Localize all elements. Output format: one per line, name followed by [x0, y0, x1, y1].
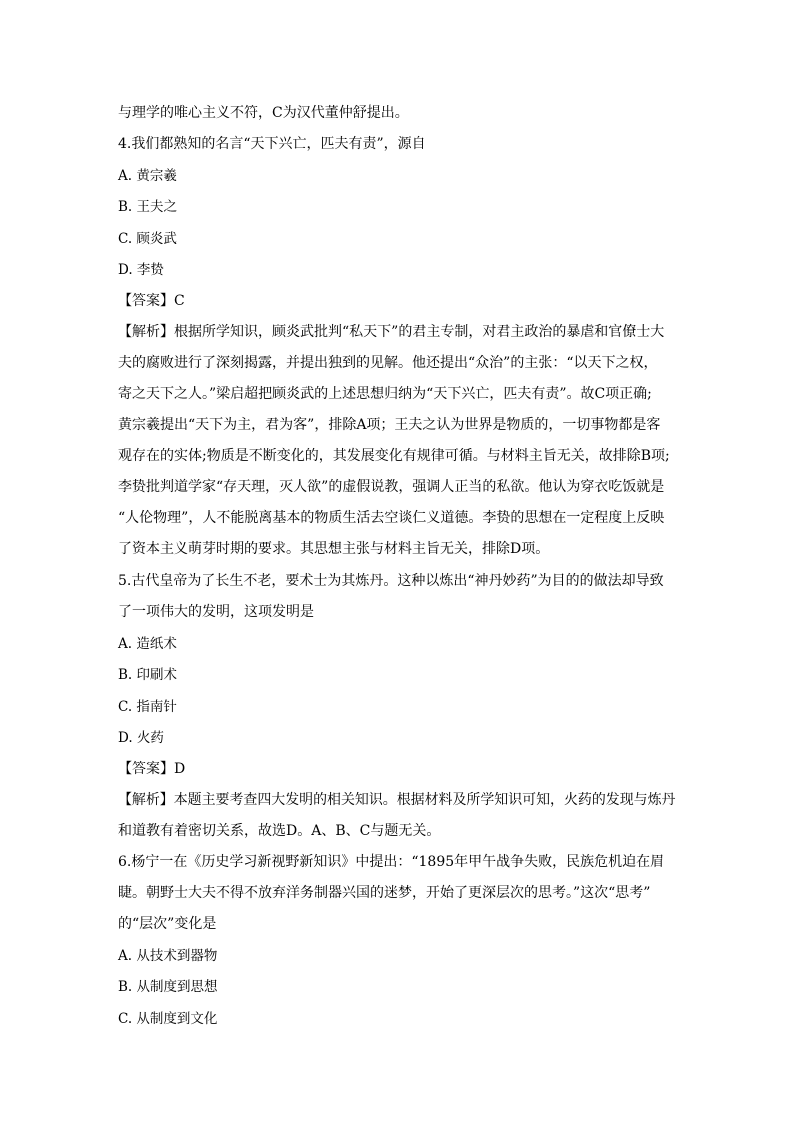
option-c: C. 顾炎武: [118, 231, 177, 247]
analysis-line: 李贽批判道学家“存天理，灭人欲”的虚假说教，强调人正当的私欲。他认为穿衣吃饭就是: [118, 479, 665, 495]
option-b: B. 王夫之: [118, 199, 178, 215]
answer-line: 【答案】C: [118, 293, 185, 309]
text-line: 与理学的唯心主义不符，C为汉代董仲舒提出。: [118, 105, 409, 121]
question-6-stem: 的“层次”变化是: [118, 916, 217, 932]
analysis-line: “人伦物理”，人不能脱离基本的物质生活去空谈仁义道德。李贽的思想在一定程度上反映: [118, 510, 665, 526]
option-a: A. 从技术到器物: [118, 948, 218, 964]
answer-line: 【答案】D: [118, 761, 186, 777]
analysis-line: 寄之天下之人。”梁启超把顾炎武的上述思想归纳为“天下兴亡，匹夫有责”。故C项正确;: [118, 386, 652, 402]
analysis-line: 【解析】根据所学知识，顾炎武批判“私天下”的君主专制，对君主政治的暴虐和官僚士大: [118, 324, 665, 340]
question-4-stem: 4.我们都熟知的名言“天下兴亡，匹夫有责”，源自: [118, 136, 426, 152]
analysis-line: 【解析】本题主要考查四大发明的相关知识。根据材料及所学知识可知，火药的发现与炼丹: [118, 792, 676, 808]
option-d: D. 火药: [118, 730, 164, 746]
question-6-stem: 6.杨宁一在《历史学习新视野新知识》中提出：“1895年甲午战争失败，民族危机迫在眉: [118, 854, 665, 870]
option-d: D. 李贽: [118, 262, 164, 278]
option-c: C. 指南针: [118, 699, 177, 715]
option-a: A. 造纸术: [118, 636, 177, 652]
option-b: B. 印刷术: [118, 667, 178, 683]
analysis-line: 黄宗羲提出“天下为主，君为客”，排除A项；王夫之认为世界是物质的，一切事物都是客: [118, 417, 661, 433]
analysis-line: 了资本主义萌芽时期的要求。其思想主张与材料主旨无关，排除D项。: [118, 541, 550, 557]
option-a: A. 黄宗羲: [118, 168, 177, 184]
question-6-stem: 睫。朝野士大夫不得不放弃洋务制器兴国的迷梦，开始了更深层次的思考。”这次“思考”: [118, 885, 651, 901]
analysis-line: 和道教有着密切关系，故选D。A、B、C与题无关。: [118, 823, 441, 839]
analysis-line: 观存在的实体;物质是不断变化的，其发展变化有规律可循。与材料主旨无关，故排除B项;: [118, 448, 670, 464]
question-5-stem: 5.古代皇帝为了长生不老，要术士为其炼丹。这种以炼出“神丹妙药”为目的的做法却导致: [118, 573, 664, 589]
option-c: C. 从制度到文化: [118, 1011, 218, 1027]
question-5-stem: 了一项伟大的发明，这项发明是: [118, 604, 314, 620]
option-b: B. 从制度到思想: [118, 979, 218, 995]
analysis-line: 夫的腐败进行了深刻揭露，并提出独到的见解。他还提出“众治”的主张：“以天下之权，: [118, 355, 658, 371]
